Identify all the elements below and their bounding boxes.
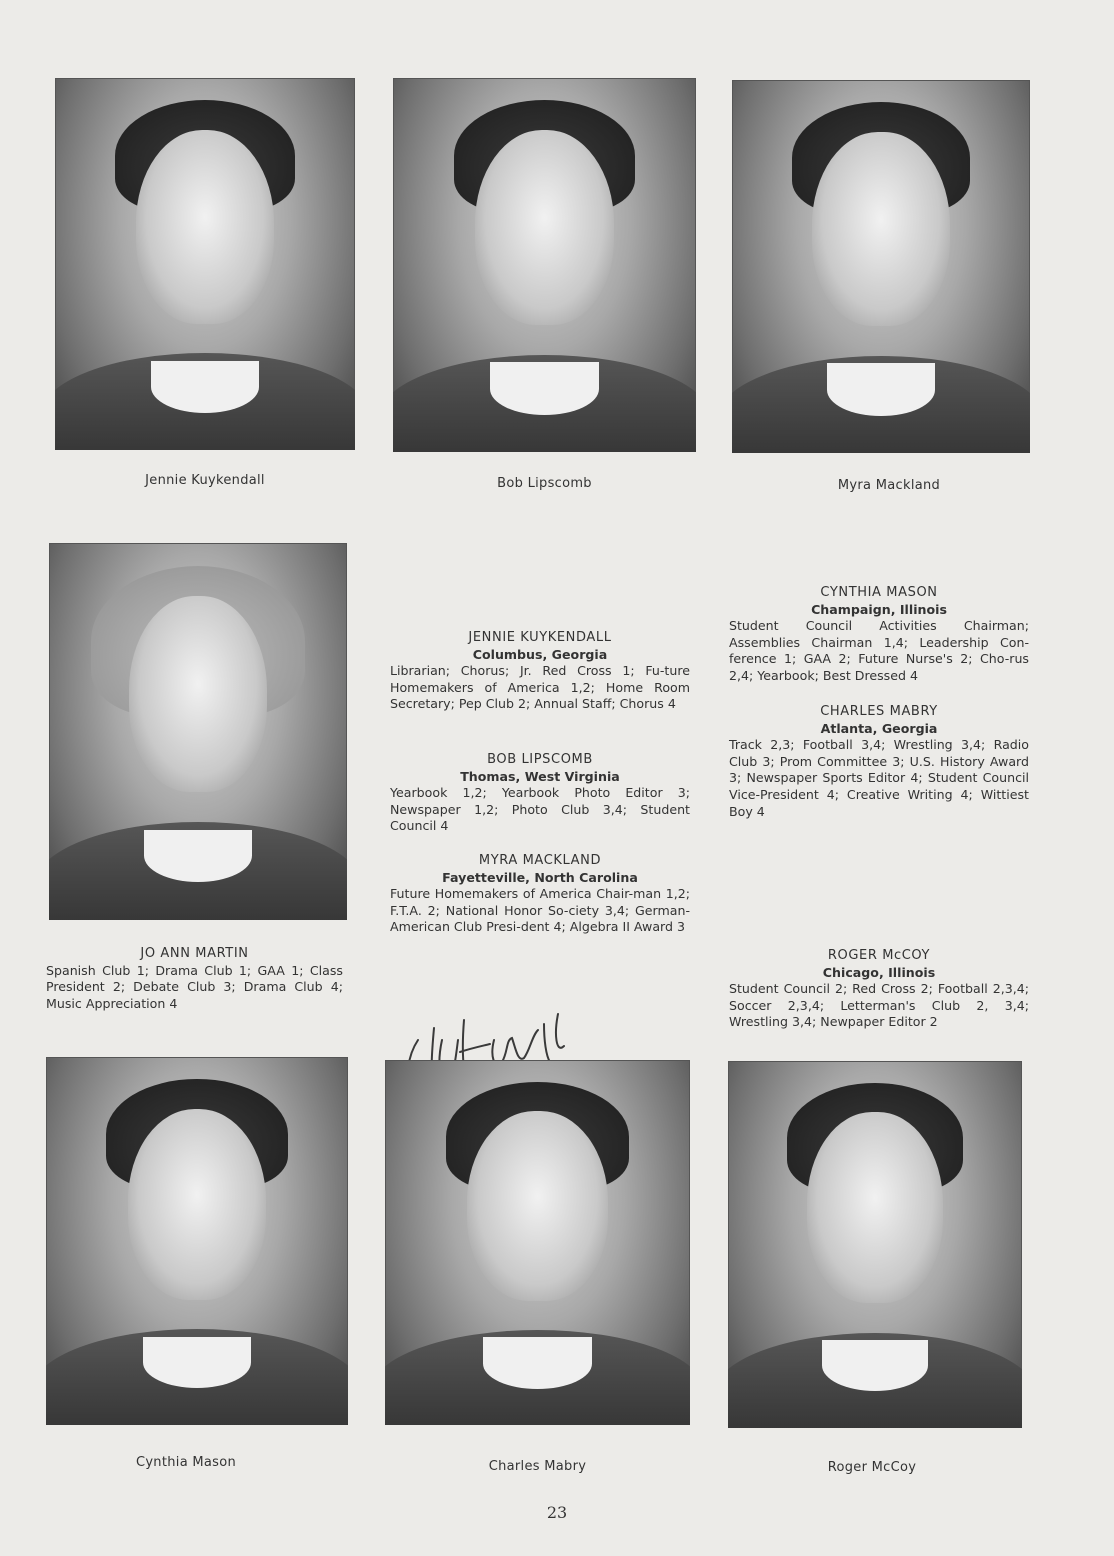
page-number: 23 [546,1503,568,1522]
student-hometown: Thomas, West Virginia [460,768,620,784]
photo-collar [822,1340,928,1391]
portrait-photo-cynthia-mason [46,1057,348,1425]
student-hometown: Columbus, Georgia [472,646,608,662]
bio-bob-lipscomb [390,752,690,835]
student-hometown: Atlanta, Georgia [820,720,938,736]
caption-cynthia-mason: Cynthia Mason [135,1455,237,1470]
student-activities: Future Homemakers of America Chair-man 1,2; F.T.A. 2; National Honor So-ciety 3,4; German-American Club Presi-dent 4; Algebra II Award 3 [390,886,690,935]
student-activities: Spanish Club 1; Drama Club 1; GAA 1; Class President 2; Debate Club 3; Drama Club 4; Music Appreciation 4 [46,962,343,1011]
portrait-photo-jennie-kuykendall [55,78,355,450]
photo-collar [483,1337,593,1388]
student-name: MYRA MACKLAND [478,853,602,868]
portrait-photo-charles-mabry [385,1060,690,1425]
portrait-photo-roger-mccoy [728,1061,1022,1428]
student-activities: Student Council Activities Chairman; Assemblies Chairman 1,4; Leadership Con-ference 1; GAA 2; Future Nurse's 2; Cho-rus 2,4; Yearbook; Best Dressed 4 [729,618,1029,683]
student-name: BOB LIPSCOMB [487,752,593,767]
photo-face [128,1109,267,1300]
caption-bob-lipscomb: Bob Lipscomb [497,476,592,491]
student-hometown: Fayetteville, North Carolina [442,869,638,885]
bio-cynthia-mason [729,585,1029,685]
student-activities: Yearbook 1,2; Yearbook Photo Editor 3; Newspaper 1,2; Photo Club 3,4; Student Council 4 [390,785,690,834]
student-name: JO ANN MARTIN [140,946,249,961]
photo-face [136,130,274,323]
student-name: JENNIE KUYKENDALL [468,630,612,645]
bio-myra-mackland [390,853,690,936]
photo-collar [151,361,259,413]
photo-collar [490,362,599,414]
bio-jo-ann-martin [46,946,343,1012]
photo-face [807,1112,942,1303]
student-activities: Student Council 2; Red Cross 2; Football 2,3,4; Soccer 2,3,4; Letterman's Club 2, 3,4; Wrestling 3,4; Newpaper Editor 2 [729,981,1029,1030]
student-name: ROGER McCOY [827,948,931,963]
student-hometown: Chicago, Illinois [822,964,936,980]
caption-charles-mabry: Charles Mabry [488,1459,587,1474]
student-activities: Track 2,3; Football 3,4; Wrestling 3,4; Radio Club 3; Prom Committee 3; U.S. History Award 3; Newspaper Sports Editor 4; Student Council Vice-President 4; Creative Writing 4; Wittiest Boy 4 [729,737,1029,819]
portrait-photo-myra-mackland [732,80,1030,453]
bio-jennie-kuykendall [390,630,690,713]
bio-roger-mccoy [729,948,1029,1031]
caption-jennie-kuykendall: Jennie Kuykendall [145,473,265,488]
student-name: CYNTHIA MASON [820,585,938,600]
student-hometown: Champaign, Illinois [811,601,947,617]
student-activities: Librarian; Chorus; Jr. Red Cross 1; Fu-ture Homemakers of America 1,2; Home Room Secretary; Pep Club 2; Annual Staff; Chorus 4 [390,663,690,712]
photo-collar [827,363,934,415]
caption-roger-mccoy: Roger McCoy [827,1460,917,1475]
photo-collar [143,1337,252,1389]
student-name: CHARLES MABRY [820,704,938,719]
photo-face [467,1111,607,1301]
bio-charles-mabry [729,704,1029,820]
caption-myra-mackland: Myra Mackland [837,478,941,493]
photo-face [129,596,266,792]
portrait-photo-jo-ann-martin [49,543,347,920]
photo-face [812,132,949,326]
photo-collar [144,830,251,883]
portrait-photo-bob-lipscomb [393,78,696,452]
photo-face [475,130,614,324]
